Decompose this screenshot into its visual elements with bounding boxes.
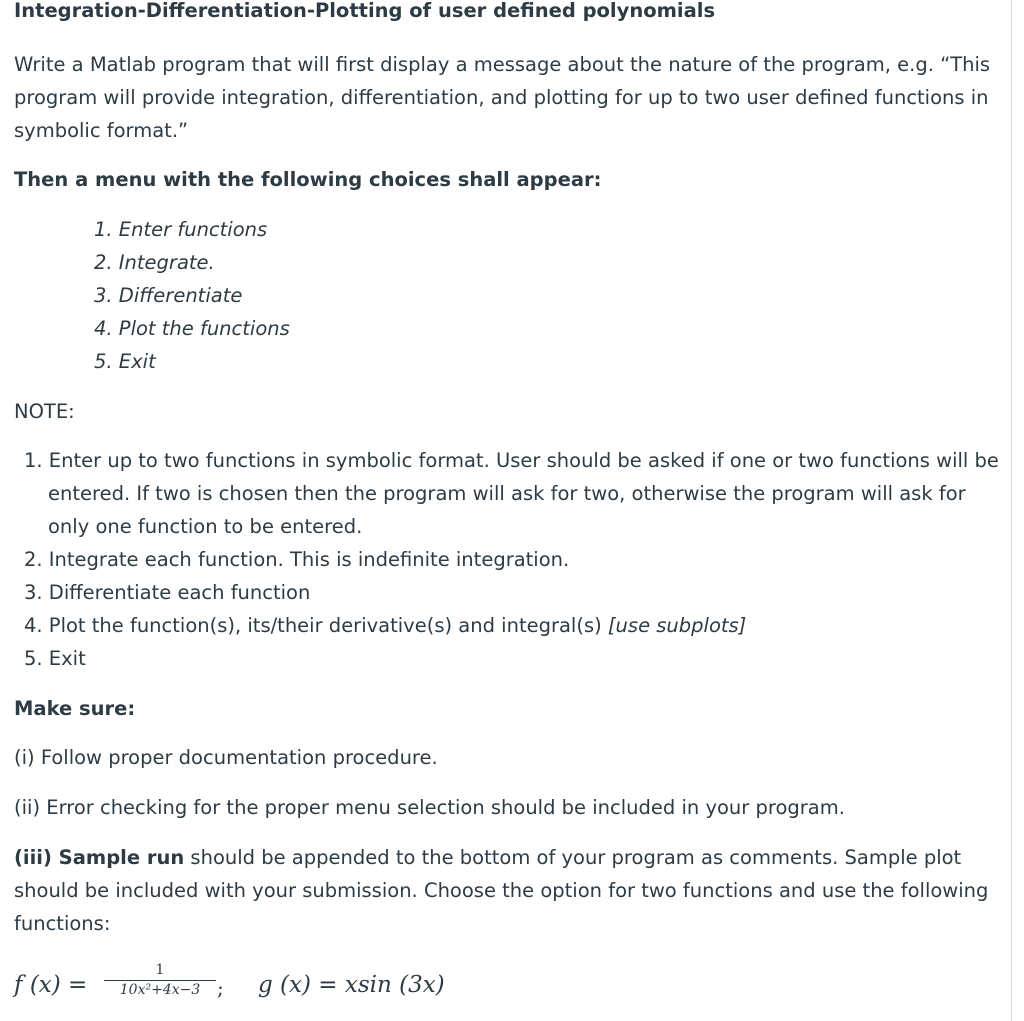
note-item: 5. Exit <box>24 647 86 670</box>
menu-choice: 3. Differentiate <box>94 284 243 307</box>
note-item: 1. Enter up to two functions in symbolic format. User should be asked if one or two functions will be entered. If two is chosen then the program will ask for two, otherwise the program will ask for only one function to be entered. <box>24 449 999 538</box>
requirement-ii: (ii) Error checking for the proper menu selection should be included in your program. <box>14 796 845 819</box>
intro-paragraph: Write a Matlab program that will first display a message about the nature of the program, e.g. “This program will provide integration, differentiation, and plotting for up to two user defined functions in symbolic format.” <box>14 53 991 142</box>
note-item-text: 4. Plot the function(s), its/their derivative(s) and integral(s) <box>24 614 608 637</box>
page-divider <box>1011 0 1012 1021</box>
note-item-italic: [use subplots] <box>607 614 747 637</box>
f-numerator: 1 <box>155 962 165 978</box>
menu-choice: 5. Exit <box>94 350 156 373</box>
fraction-bar <box>104 980 216 981</box>
note-item: 3. Differentiate each function <box>24 581 311 604</box>
note-item: 2. Integrate each function. This is indefinite integration. <box>24 548 570 571</box>
requirement-iii-bold: Sample run <box>58 846 185 869</box>
note-heading: NOTE: <box>14 400 75 423</box>
note-list <box>24 444 1004 675</box>
menu-choices-list <box>94 213 1004 378</box>
g-function: g (x) = xsin (3x) <box>258 972 445 998</box>
menu-choice: 2. Integrate. <box>94 251 215 274</box>
f-denominator: 10x²+4x−3 <box>119 982 201 998</box>
f-lhs: f (x) = <box>14 972 88 998</box>
menu-heading: Then a menu with the following choices shall appear: <box>14 168 602 191</box>
requirement-i: (i) Follow proper documentation procedure. <box>14 746 438 769</box>
menu-choice: 1. Enter functions <box>94 218 268 241</box>
note-item <box>24 609 1004 642</box>
page-title: Integration-Differentiation-Plotting of user defined polynomials <box>14 0 716 22</box>
requirement-iii-text: should be appended to the bottom of your program as comments. Sample plot should be included with your submission. Choose the option for two functions and use the following functions: <box>14 846 989 935</box>
menu-choice: 4. Plot the functions <box>94 317 290 340</box>
formula-separator: ; <box>217 976 224 1000</box>
assignment-document <box>14 0 1004 1008</box>
requirement-iii-label: (iii) <box>14 846 59 869</box>
requirement-iii <box>14 841 1004 940</box>
sample-functions-formula <box>14 962 1004 1008</box>
f-fraction <box>104 962 216 999</box>
make-sure-heading: Make sure: <box>14 697 136 720</box>
